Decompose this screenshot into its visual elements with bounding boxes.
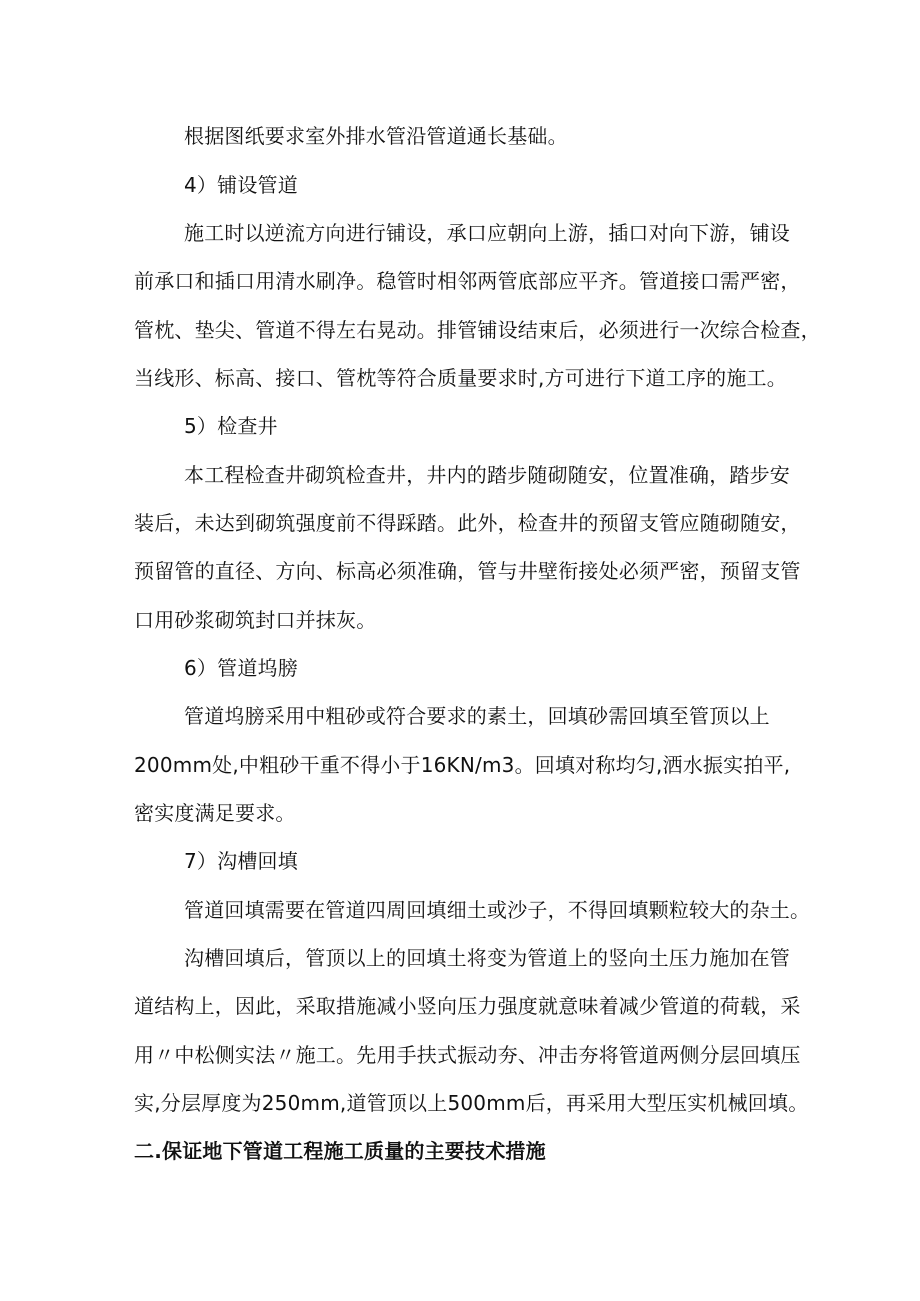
paragraph-line: 实,分层厚度为250mm,道管顶以上500mm后，再采用大型压实机械回填。: [134, 1091, 809, 1115]
subheading-pipe-haunch: 6）管道坞膀: [184, 656, 298, 680]
paragraph-line: 管道坞膀采用中粗砂或符合要求的素土，回填砂需回填至管顶以上: [184, 704, 770, 728]
paragraph-line: 沟槽回填后，管顶以上的回填土将变为管道上的竖向土压力施加在管: [184, 946, 790, 970]
subheading-lay-pipes: 4）铺设管道: [184, 173, 298, 197]
paragraph-line: 装后，未达到砌筑强度前不得踩踏。此外，检查井的预留支管应随砌随安，: [134, 511, 801, 535]
paragraph-line: 本工程检查井砌筑检查井，井内的踏步随砌随安，位置准确，踏步安: [184, 463, 790, 487]
paragraph-line: 道结构上，因此，采取措施减小竖向压力强度就意味着减少管道的荷载，采: [134, 994, 801, 1018]
paragraph-line: 用〃中松侧实法〃施工。先用手扶式振动夯、冲击夯将管道两侧分层回填压: [134, 1043, 801, 1067]
paragraph-line: 口用砂浆砌筑封口并抹灰。: [134, 608, 377, 632]
paragraph-line: 前承口和插口用清水刷净。稳管时相邻两管底部应平齐。管道接口需严密，: [134, 269, 801, 293]
paragraph-line: 当线形、标高、接口、管枕等符合质量要求时,方可进行下道工序的施工。: [134, 366, 787, 390]
section-heading: 二.保证地下管道工程施工质量的主要技术措施: [134, 1139, 546, 1163]
paragraph-line: 施工时以逆流方向进行铺设，承口应朝向上游，插口对向下游，铺设: [184, 221, 790, 245]
paragraph-line: 根据图纸要求室外排水管沿管道通长基础。: [184, 124, 568, 148]
subheading-inspection-well: 5）检查井: [184, 414, 278, 438]
paragraph-line: 管道回填需要在管道四周回填细土或沙子，不得回填颗粒较大的杂土。: [184, 898, 811, 922]
paragraph-line: 预留管的直径、方向、标高必须准确，管与井壁衔接处必须严密，预留支管: [134, 559, 801, 583]
paragraph-line: 密实度满足要求。: [134, 801, 296, 825]
subheading-trench-backfill: 7）沟槽回填: [184, 849, 298, 873]
paragraph-line: 管枕、垫尖、管道不得左右晃动。排管铺设结束后，必须进行一次综合检查，: [134, 318, 821, 342]
paragraph-line: 200mm处,中粗砂干重不得小于16KN/m3。回填对称均匀,洒水振实拍平,: [134, 753, 791, 777]
